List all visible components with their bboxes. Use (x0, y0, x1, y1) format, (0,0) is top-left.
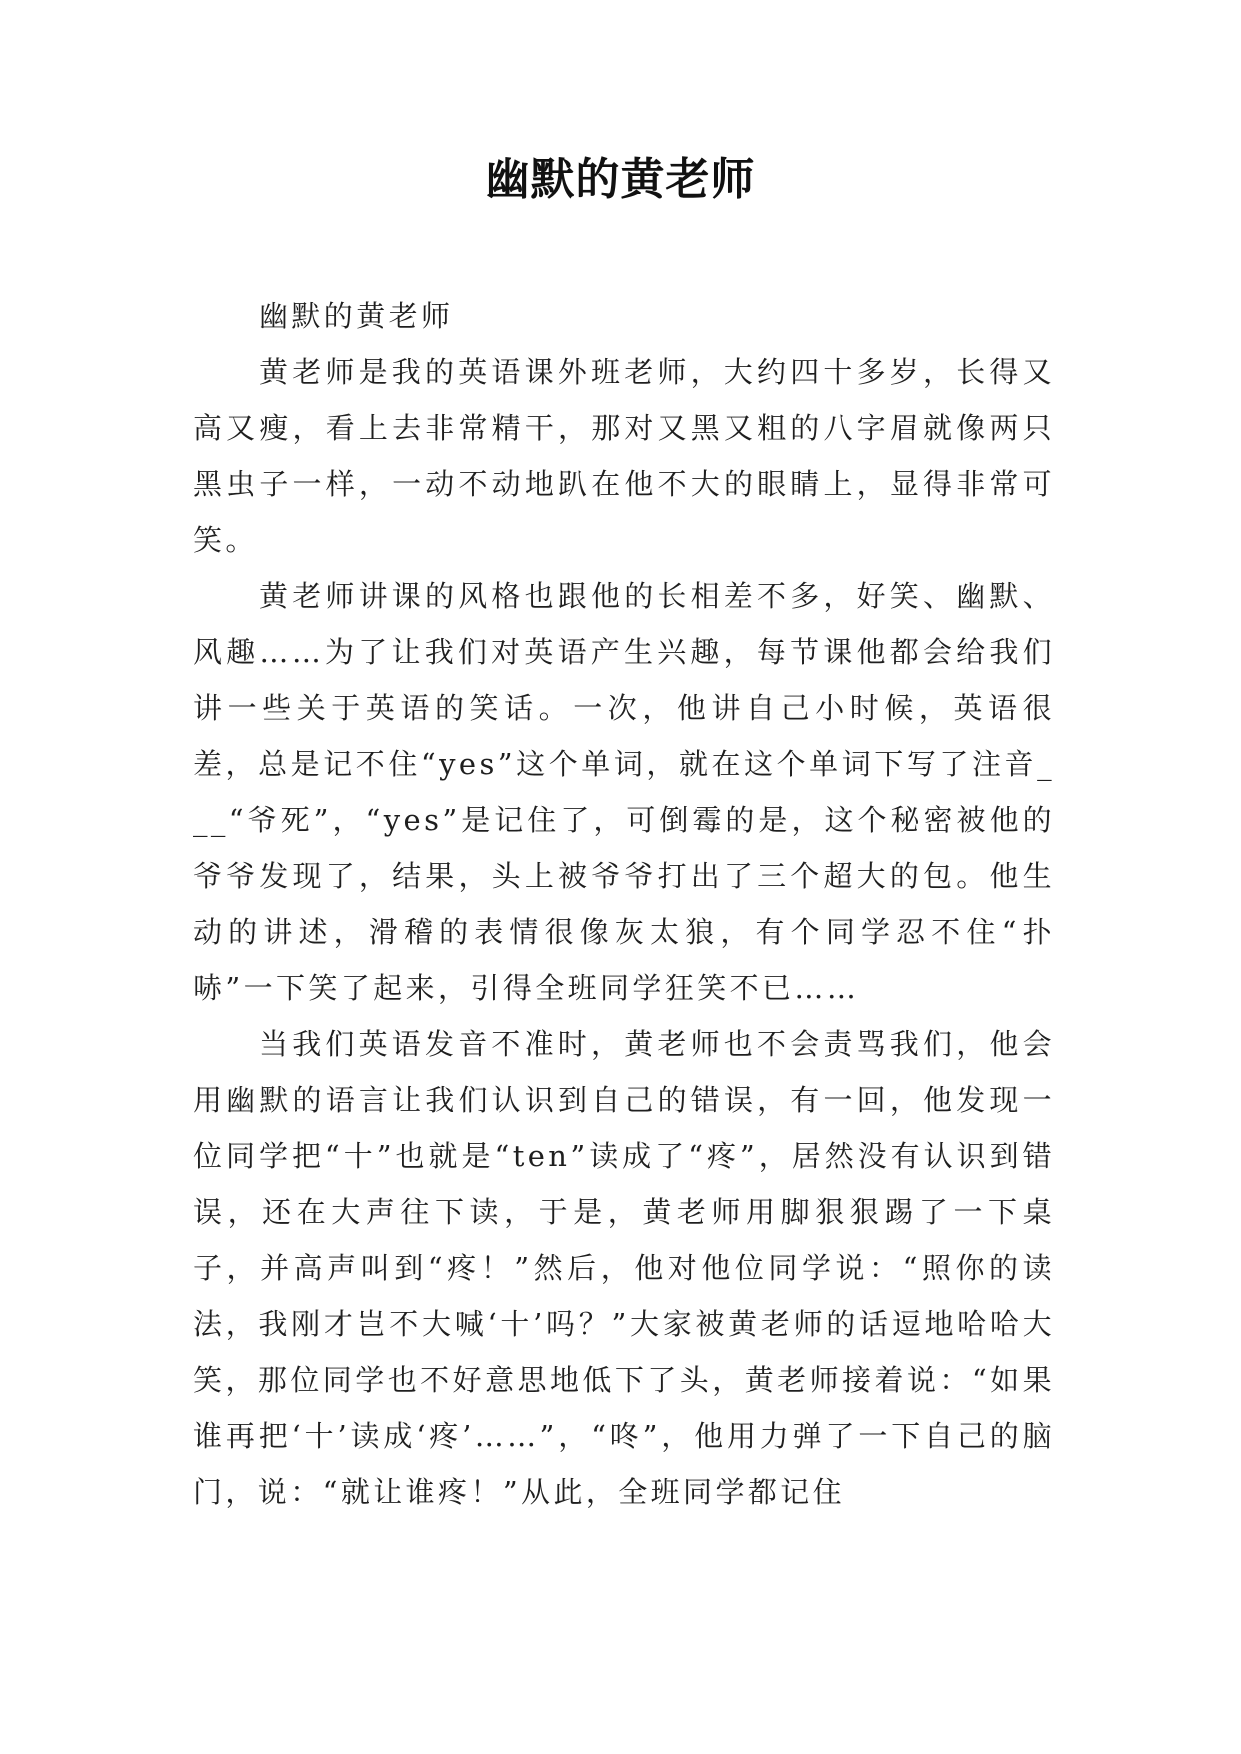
document-title: 幽默的黄老师 (485, 154, 756, 205)
document-body (193, 288, 1055, 1509)
paragraph-heading: 幽默的黄老师 (259, 299, 454, 333)
paragraph-appearance: 黄老师是我的英语课外班老师，大约四十多岁，长得又高又瘦，看上去非常精干，那对又黑又粗的八字眉就像两只黑虫子一样，一动不动地趴在他不大的眼睛上，显得非常可笑。 (193, 355, 1055, 557)
paragraph-teaching-style: 黄老师讲课的风格也跟他的长相差不多，好笑、幽默、风趣……为了让我们对英语产生兴趣，每节课他都会给我们讲一些关于英语的笑话。一次，他讲自己小时候，英语很差，总是记不住“yes”这个单词，就在这个单词下写了注音___“爷死”，“yes”是记住了，可倒霉的是，这个秘密被他的爷爷发现了，结果，头上被爷爷打出了三个超大的包。他生动的讲述，滑稽的表情很像灰太狼，有个同学忍不住“扑哧”一下笑了起来，引得全班同学狂笑不已…… (193, 579, 1055, 1005)
paragraph-pronunciation: 当我们英语发音不准时，黄老师也不会责骂我们，他会用幽默的语言让我们认识到自己的错误，有一回，他发现一位同学把“十”也就是“ten”读成了“疼”，居然没有认识到错误，还在大声往下读，于是，黄老师用脚狠狠踢了一下桌子，并高声叫到“疼！”然后，他对他位同学说：“照你的读法，我刚才岂不大喊‘十’吗？”大家被黄老师的话逗地哈哈大笑，那位同学也不好意思地低下了头，黄老师接着说：“如果谁再把‘十’读成‘疼’……”，“咚”，他用力弹了一下自己的脑门，说：“就让谁疼！”从此，全班同学都记住 (193, 1027, 1055, 1509)
